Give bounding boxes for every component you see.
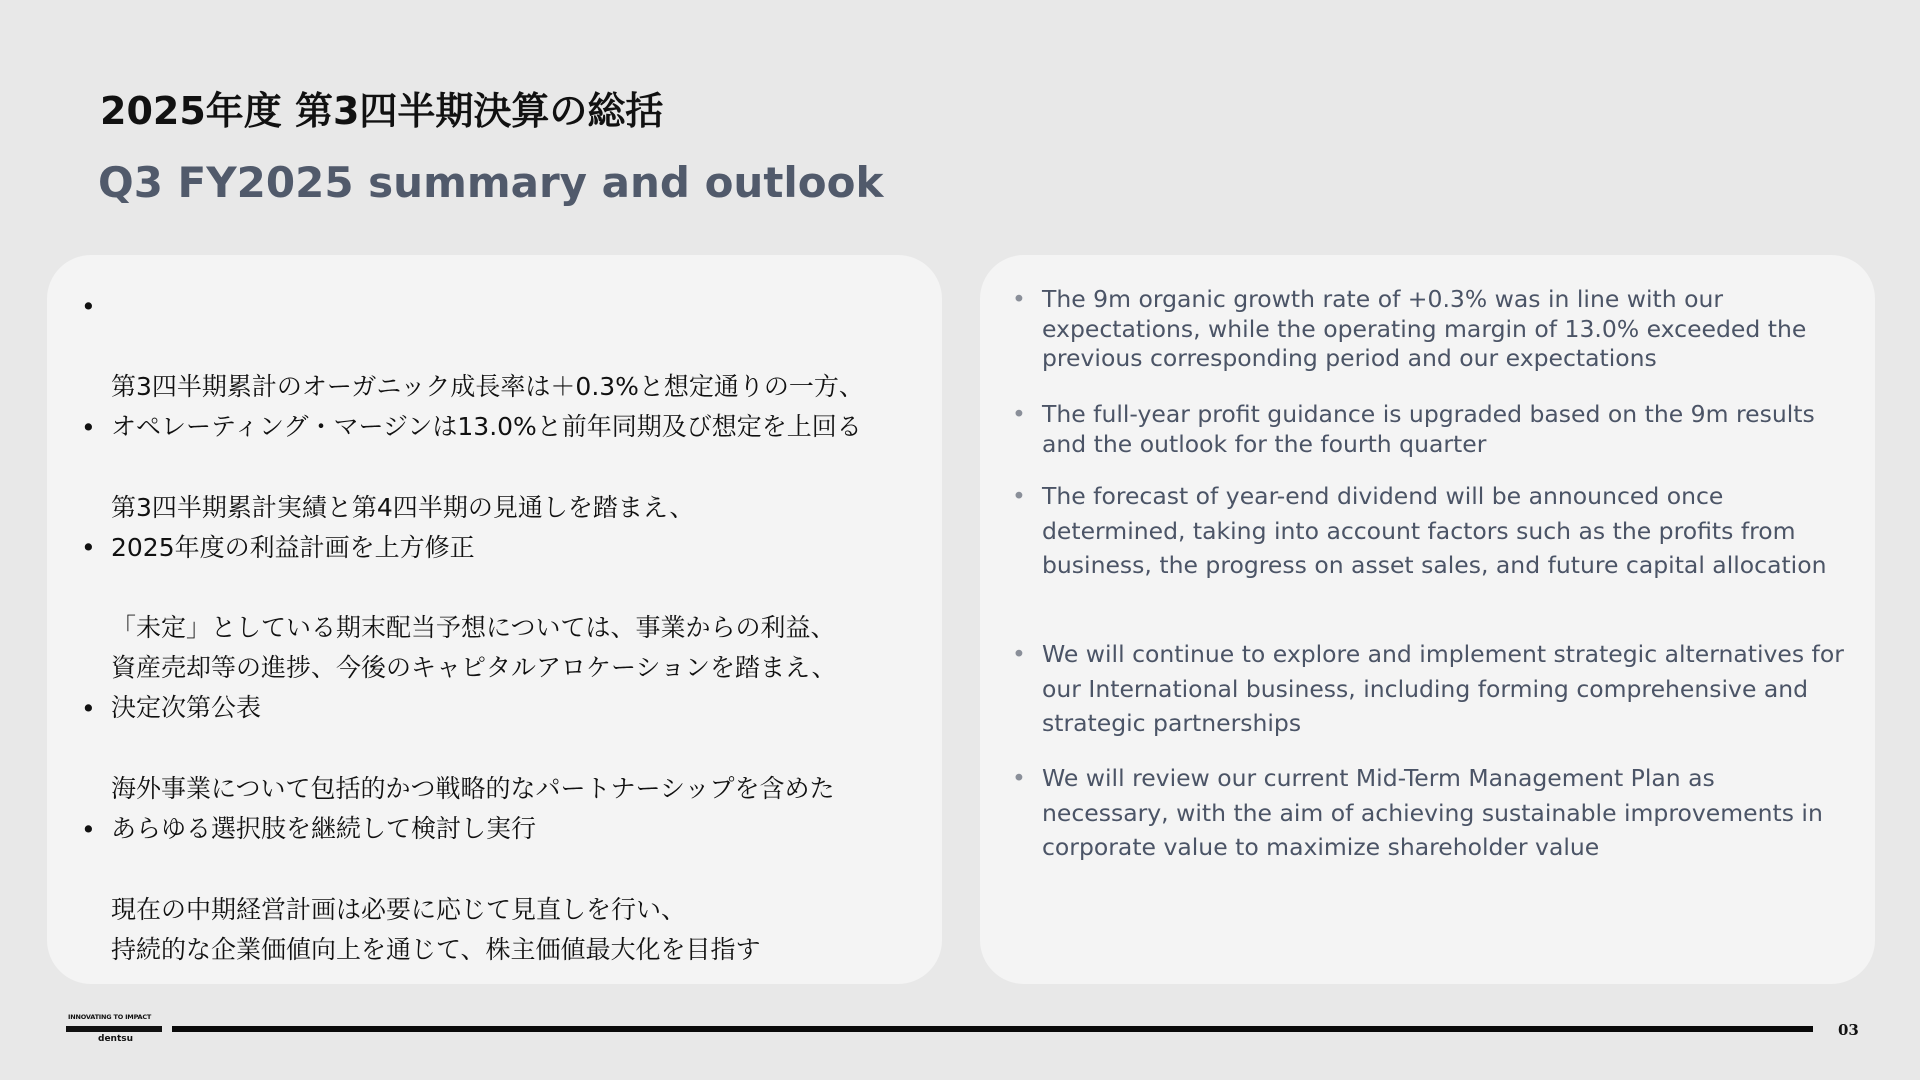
bullet-dot-icon: • bbox=[81, 413, 96, 442]
japanese-bullet-item bbox=[81, 810, 912, 970]
japanese-bullet-text: 海外事業について包括的かつ戦略的なパートナーシップを含めた あらゆる選択肢を継続して検討し実行 bbox=[111, 774, 835, 843]
footer-divider bbox=[172, 1026, 1813, 1032]
bullet-dot-icon: • bbox=[1012, 640, 1026, 668]
logo-tagline: INNOVATING TO IMPACT bbox=[68, 1013, 152, 1021]
slide-title-english: Q3 FY2025 summary and outlook bbox=[98, 158, 884, 207]
japanese-bullet-text: 第3四半期累計実績と第4四半期の見通しを踏まえ、 2025年度の利益計画を上方修正 bbox=[111, 493, 695, 562]
logo-wordmark: dentsu bbox=[98, 1034, 134, 1044]
english-summary-panel bbox=[980, 255, 1875, 984]
logo-bar bbox=[66, 1026, 162, 1032]
dentsu-logo bbox=[66, 1013, 162, 1047]
english-bullet-item bbox=[1012, 400, 1847, 459]
english-bullet-text: We will review our current Mid-Term Management Plan as necessary, with the aim of achieving sustainable improvements in corporate value to maximize shareholder value bbox=[1042, 764, 1823, 861]
japanese-bullet-text: 現在の中期経営計画は必要に応じて見直しを行い、 持続的な企業価値向上を通じて、株主価値最大化を目指す bbox=[111, 895, 761, 964]
japanese-bullet-text: 「未定」としている期末配当予想については、事業からの利益、 資産売却等の進捗、今後のキャピタルアロケーションを踏まえ、 決定次第公表 bbox=[111, 613, 837, 722]
english-bullet-text: The full-year profit guidance is upgraded based on the 9m results and the outlook for the fourth quarter bbox=[1042, 400, 1815, 458]
bullet-dot-icon: • bbox=[81, 292, 96, 321]
english-bullet-text: The forecast of year-end dividend will be announced once determined, taking into account factors such as the profits from business, the progress on asset sales, and future capital allocation bbox=[1042, 482, 1827, 579]
bullet-dot-icon: • bbox=[81, 533, 96, 562]
japanese-summary-panel bbox=[47, 255, 942, 984]
bullet-dot-icon: • bbox=[1012, 285, 1026, 313]
english-bullet-item bbox=[1012, 637, 1847, 741]
english-bullet-item bbox=[1012, 479, 1847, 583]
bullet-dot-icon: • bbox=[81, 815, 96, 844]
bullet-dot-icon: • bbox=[1012, 400, 1026, 428]
page-number: 03 bbox=[1838, 1021, 1859, 1039]
bullet-dot-icon: • bbox=[1012, 764, 1026, 792]
english-bullet-item bbox=[1012, 285, 1847, 374]
slide-title-japanese: 2025年度 第3四半期決算の総括 bbox=[100, 89, 664, 133]
japanese-bullet-text: 第3四半期累計のオーガニック成長率は＋0.3%と想定通りの一方、 オペレーティング・マージンは13.0%と前年同期及び想定を上回る bbox=[111, 372, 864, 441]
english-bullet-item bbox=[1012, 761, 1847, 865]
english-bullet-text: We will continue to explore and implement strategic alternatives for our International business, including forming comprehensive and strategic partnerships bbox=[1042, 640, 1844, 737]
english-bullet-text: The 9m organic growth rate of +0.3% was in line with our expectations, while the operating margin of 13.0% exceeded the previous corresponding period and our expectations bbox=[1042, 285, 1807, 372]
bullet-dot-icon: • bbox=[1012, 482, 1026, 510]
bullet-dot-icon: • bbox=[81, 694, 96, 723]
